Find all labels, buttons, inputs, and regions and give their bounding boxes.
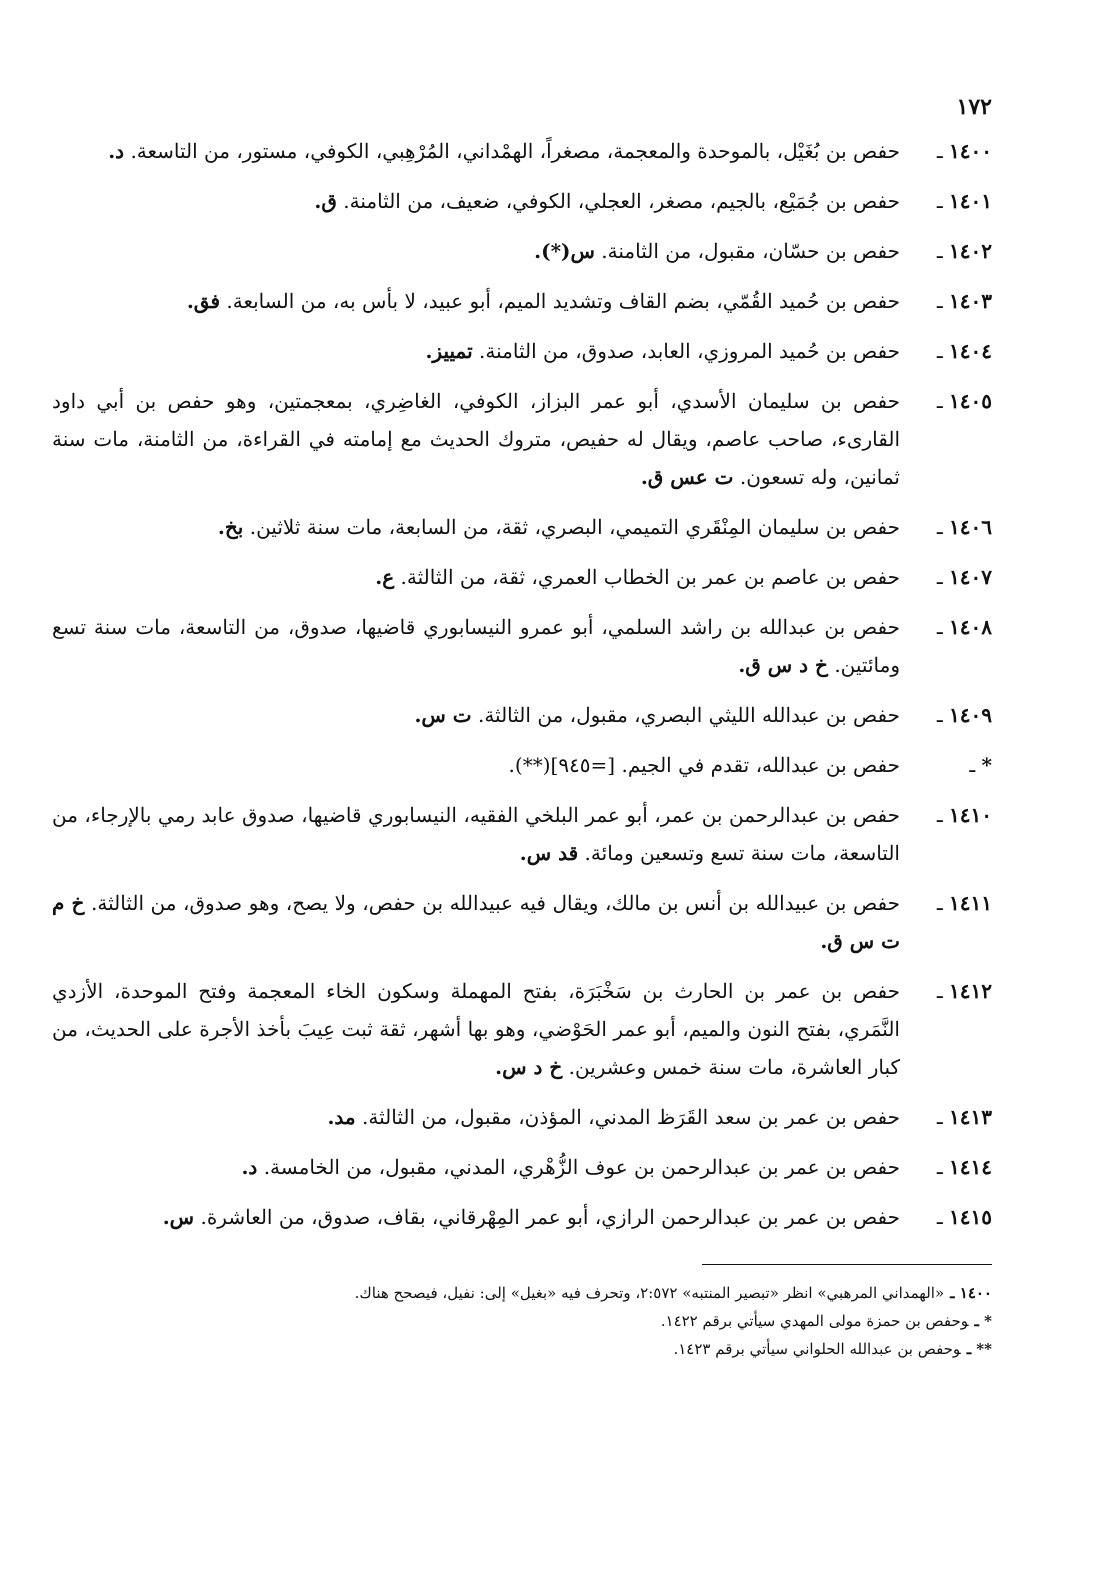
entry-number-value: * <box>981 753 992 777</box>
entry-number <box>900 282 992 320</box>
entry-dash: ـ <box>936 803 943 827</box>
entry-dash: ـ <box>936 891 943 915</box>
entry-dash: ـ <box>969 753 976 777</box>
entry-text: حفص بن عمر بن سعد القَرَظ المدني، المؤذن، مقبول، من الثالثة. <box>362 1105 900 1129</box>
entry-text: حفص بن حُميد المروزي، العابد، صدوق، من الثامنة. <box>479 339 900 363</box>
entry-item <box>52 972 992 1086</box>
footnote-text: وحفص بن حمزة مولى المهدي سيأتي برقم ١٤٢٢. <box>660 1312 969 1330</box>
entry-item <box>52 1148 992 1186</box>
entry-number-value: ١٤١٥ <box>949 1205 992 1229</box>
entry-item <box>52 508 992 546</box>
entry-text: حفص بن عبيدالله بن أنس بن مالك، ويقال فيه عبيدالله بن حفص، ولا يصح، وهو صدوق، من الثالثة. <box>91 891 900 915</box>
entry-codes: د. <box>241 1155 258 1179</box>
entry-item <box>52 558 992 596</box>
entry-text: حفص بن عاصم بن عمر بن الخطاب العمري، ثقة، من الثالثة. <box>400 565 900 589</box>
entry-codes: ق. <box>314 189 337 213</box>
footnote-mark: ١٤٠٠ ـ <box>950 1284 992 1302</box>
entry-number <box>900 746 992 784</box>
entry-number-value: ١٤٠٩ <box>949 703 992 727</box>
entry-number-value: ١٤٠٧ <box>949 565 992 589</box>
entry-number-value: ١٤٠٢ <box>949 239 992 263</box>
entry-item <box>52 608 992 684</box>
entry-number <box>900 972 992 1010</box>
entry-codes: مد. <box>327 1105 356 1129</box>
entry-number <box>900 884 992 922</box>
entry-number-value: ١٤٠١ <box>949 189 992 213</box>
entry-dash: ـ <box>936 189 943 213</box>
entry-text: حفص بن حسّان، مقبول، من الثامنة. <box>601 239 900 263</box>
entry-dash: ـ <box>936 979 943 1003</box>
entry-dash: ـ <box>936 1205 943 1229</box>
entry-codes: خ د س ق. <box>738 653 828 677</box>
entry-item <box>52 282 992 320</box>
entry-number <box>900 558 992 596</box>
entry-number-value: ١٤٠٤ <box>949 339 992 363</box>
entry-dash: ـ <box>936 615 943 639</box>
entry-dash: ـ <box>936 1105 943 1129</box>
entry-number <box>900 1148 992 1186</box>
entry-text: حفص بن عبدالله، تقدم في الجيم. [=٩٤٥](**). <box>508 753 900 777</box>
entry-number-value: ١٤١٤ <box>949 1155 992 1179</box>
entry-number <box>900 132 992 170</box>
footnote-item <box>52 1335 992 1363</box>
entry-item <box>52 696 992 734</box>
entry-item <box>52 382 992 496</box>
entry-item <box>52 1098 992 1136</box>
entry-number <box>900 696 992 734</box>
entry-text: حفص بن جُمَيْع، بالجيم، مصغر، العجلي، الكوفي، ضعيف، من الثامنة. <box>343 189 900 213</box>
entry-item <box>52 1198 992 1236</box>
entry-dash: ـ <box>936 389 943 413</box>
entry-item <box>52 232 992 270</box>
entry-text: حفص بن سليمان الأسدي، أبو عمر البزاز، الكوفي، الغاضِري، بمعجمتين، وهو حفص بن أبي داود القارىء، صاحب عاصم، ويقال له حفيص، متروك الحديث مع إمامته في القراءة، من الثامنة، مات سنة ثمانين، وله تسعون. <box>52 389 900 489</box>
entry-text: حفص بن سليمان المِنْقَري التميمي، البصري، ثقة، من السابعة، مات سنة ثلاثين. <box>249 515 900 539</box>
entry-item <box>52 884 992 960</box>
footnote-text: وحفص بن عبدالله الحلواني سيأتي برقم ١٤٢٣. <box>673 1340 961 1358</box>
entry-number-value: ١٤١٠ <box>949 803 992 827</box>
footnotes-list <box>52 1279 992 1363</box>
entry-number <box>900 232 992 270</box>
entry-codes: س. <box>162 1205 195 1229</box>
entry-text: حفص بن عبدالرحمن بن عمر، أبو عمر البلخي الفقيه، النيسابوري قاضيها، صدوق عابد رمي بالإرجاء، من التاسعة، مات سنة تسع وتسعين ومائة. <box>52 803 900 865</box>
entry-item <box>52 182 992 220</box>
entry-dash: ـ <box>936 239 943 263</box>
entry-number <box>900 1098 992 1136</box>
footnote-mark: * ـ <box>974 1312 992 1330</box>
entry-item <box>52 746 992 784</box>
footnote-text: «الهمداني المرهبي» انظر «تبصير المنتبه» ٢:٥٧٢، وتحرف فيه «بغيل» إلى: نفيل، فيصحح هناك. <box>354 1284 945 1302</box>
entry-number-value: ١٤١٢ <box>949 979 992 1003</box>
entry-codes: خ م ت س ق. <box>52 891 900 953</box>
footnote-separator <box>702 1264 992 1265</box>
entry-number-value: ١٤١١ <box>949 891 992 915</box>
entry-codes: خ د س. <box>495 1055 563 1079</box>
entry-number <box>900 382 992 420</box>
entry-codes: ت س. <box>414 703 472 727</box>
page-number: ١٧٢ <box>956 94 992 120</box>
entry-codes: ت عس ق. <box>640 465 734 489</box>
entry-text: حفص بن عبدالله الليثي البصري، مقبول، من الثالثة. <box>477 703 900 727</box>
entry-text: حفص بن حُميد القُمّي، بضم القاف وتشديد الميم، أبو عبيد، لا بأس به، من السابعة. <box>226 289 900 313</box>
entry-number <box>900 182 992 220</box>
entry-number <box>900 608 992 646</box>
entry-dash: ـ <box>936 289 943 313</box>
entry-codes: تمييز. <box>425 339 473 363</box>
entry-codes: بخ. <box>217 515 244 539</box>
entry-dash: ـ <box>936 703 943 727</box>
entry-text: حفص بن عمر بن عبدالرحمن الرازي، أبو عمر المِهْرقاني، بقاف، صدوق، من العاشرة. <box>200 1205 900 1229</box>
entry-number <box>900 508 992 546</box>
entry-codes: د. <box>108 139 125 163</box>
entry-text: حفص بن عمر بن عبدالرحمن بن عوف الزُّهْري، المدني، مقبول، من الخامسة. <box>263 1155 900 1179</box>
entry-number-value: ١٤٠٥ <box>949 389 992 413</box>
entry-codes: قد س. <box>519 841 579 865</box>
document-page <box>52 96 992 1363</box>
entry-text: حفص بن بُغَيْل، بالموحدة والمعجمة، مصغراً، الهمْداني، المُرْهِبي، الكوفي، مستور، من التاسعة. <box>130 139 900 163</box>
entries-list <box>52 132 992 1236</box>
entry-dash: ـ <box>936 139 943 163</box>
entry-number-value: ١٤٠٣ <box>949 289 992 313</box>
entry-number-value: ١٤١٣ <box>949 1105 992 1129</box>
entry-number <box>900 1198 992 1236</box>
footnote-item <box>52 1307 992 1335</box>
footnote-mark: ** ـ <box>966 1340 992 1358</box>
entry-number <box>900 796 992 834</box>
entry-codes: ع. <box>375 565 395 589</box>
entry-dash: ـ <box>936 1155 943 1179</box>
entry-text: حفص بن عبدالله بن راشد السلمي، أبو عمرو النيسابوري قاضيها، صدوق، من التاسعة، مات سنة تسع ومائتين. <box>52 615 900 677</box>
footnote-item <box>52 1279 992 1307</box>
entry-dash: ـ <box>936 515 943 539</box>
entry-text: حفص بن عمر بن الحارث بن سَخْبَرَة، بفتح المهملة وسكون الخاء المعجمة وفتح الموحدة، الأزدي النَّمَري، بفتح النون والميم، أبو عمر الحَوْضي، وهو بها أشهر، ثقة ثبت عِيبَ بأخذ الأجرة على الحديث، من كبار العاشرة، مات سنة خمس وعشرين. <box>52 979 900 1079</box>
entry-codes: س(*). <box>534 239 595 263</box>
entry-number-value: ١٤٠٦ <box>949 515 992 539</box>
entry-number-value: ١٤٠٨ <box>949 615 992 639</box>
entry-dash: ـ <box>936 339 943 363</box>
entry-item <box>52 796 992 872</box>
entry-item <box>52 132 992 170</box>
entry-codes: فق. <box>186 289 221 313</box>
entry-number <box>900 332 992 370</box>
entry-dash: ـ <box>936 565 943 589</box>
entry-number-value: ١٤٠٠ <box>949 139 992 163</box>
entry-item <box>52 332 992 370</box>
